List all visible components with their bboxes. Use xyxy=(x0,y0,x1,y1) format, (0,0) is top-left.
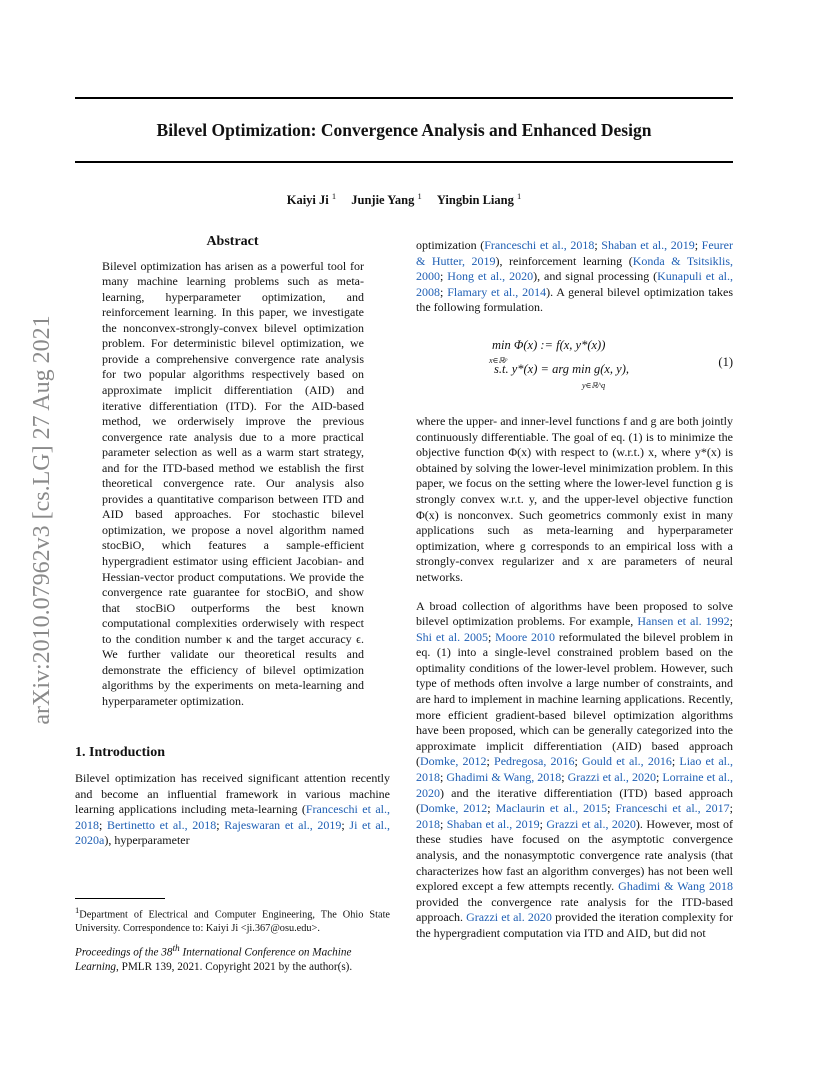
citation-link[interactable]: Ji et al., 2020a xyxy=(75,817,391,848)
citation-link[interactable]: Konda & Tsitsiklis, 2000 xyxy=(416,253,734,284)
citation-link[interactable]: Gould et al., 2016 xyxy=(582,754,672,769)
citation-link[interactable]: Liao et al., 2018 xyxy=(416,754,734,785)
citation-link[interactable]: Shi et al. 2005 xyxy=(416,629,488,644)
citation-link[interactable]: Franceschi et al., 2018 xyxy=(484,238,595,252)
abstract-heading: Abstract xyxy=(206,234,259,249)
paragraph: optimization (Franceschi et al., 2018; Shaban et al., 2019; Feurer & Hutter, 2019), reinforcement learning (Konda & Tsitsiklis, 2000; Hong et al., 2020), and signal processing (Kunapuli et al., 2008; Flamary et al., 2014). A general bilevel optimization takes the following formulation. xyxy=(416,238,734,315)
citation-link[interactable]: Kunapuli et al., 2008 xyxy=(416,269,733,299)
abstract-text: Bilevel optimization has arisen as a powerful tool for many machine learning problems such as meta-learning, hyperparameter optimization, and reinforcement learning. In this paper, we investigate the nonconvex-strongly-convex bilevel optimization problem. For deterministic bilevel optimization, we provide a comprehensive convergence rate analysis for two popular algorithms respectively based on approximate implicit differentiation (AID) and iterative differentiation (ITD). For the AID-based method, we orderwisely improve the previous convergence rate analysis due to a more practical parameter selection as well as a warm start strategy, and for the ITD-based method we establish the first theoretical convergence rate. Our analysis also provides a quantitative comparison between ITD and AID based approaches. For stochastic bilevel optimization, we propose a novel algorithm named stocBiO, which features a sample-efficient hypergradient estimator using efficient Jacobian- and Hessian-vector product computations. We provide the convergence rate guarantee for stocBiO, and show that stocBiO outperforms the best known computational complexities orderwisely with respect to the condition number κ and the target accuracy ϵ. We further validate our theoretical results and demonstrate the efficiency of bilevel optimization algorithms by the experiments on meta-learning and hyperparameter optimization. xyxy=(102,258,364,708)
citation-link[interactable]: Pedregosa, 2016 xyxy=(494,754,575,769)
proceedings-notice: Proceedings of the 38th International Conference on Machine Learning, PMLR 139, 2021. Copyright 2021 by the author(s). xyxy=(75,944,353,974)
affiliation-footnote: $^1$Department of Electrical and Computer Engineering, The Ohio State University. Correspondence to: Kaiyi Ji <ji.367@osu.edu>. xyxy=(75,905,390,934)
author: Yingbin Liang $^1$ xyxy=(436,191,522,208)
citation-link[interactable]: Hansen et al. 1992 xyxy=(637,614,730,629)
footnote-rule xyxy=(75,898,165,899)
citation-link[interactable]: Rajeswaran et al., 2019 xyxy=(224,817,342,832)
title-rule-top xyxy=(75,97,733,99)
citation-link[interactable]: Hong et al., 2020 xyxy=(447,269,534,284)
citation-link[interactable]: Shaban et al., 2019 xyxy=(601,238,695,252)
citation-link[interactable]: Franceschi et al., 2017 xyxy=(615,801,730,816)
citation-link[interactable]: 2018 xyxy=(416,816,440,831)
paragraph: where the upper- and inner-level functions f and g are both jointly continuously differentiable. The goal of eq. (1) is to minimize the objective function Φ(x) with respect to (w.r.t.) x, where y*(x) is obtained by solving the lower-level minimization problem. In this paper, we focus on the setting where the lower-level function g is strongly convex w.r.t. y, and the upper-level objective function Φ(x) is nonconvex. Such geometrics commonly exist in many applications such as meta-learning and hyperparameter optimization, where g corresponds to an empirical loss with a strongly-convex regularizer and x are parameters of neural networks. xyxy=(416,413,733,584)
section-heading-introduction: 1. Introduction xyxy=(75,745,165,761)
citation-link[interactable]: Grazzi et al., 2020 xyxy=(546,816,636,831)
equation-number: (1) xyxy=(718,354,733,369)
citation-link[interactable]: Shaban et al., 2019 xyxy=(446,816,540,831)
author-list xyxy=(75,191,733,208)
arxiv-stamp: arXiv:2010.07962v3 [cs.LG] 27 Aug 2021 xyxy=(29,315,55,725)
citation-link[interactable]: Grazzi et al. 2020 xyxy=(466,910,552,925)
citation-link[interactable]: Ghadimi & Wang 2018 xyxy=(618,879,733,894)
paper-title: Bilevel Optimization: Convergence Analysis and Enhanced Design xyxy=(156,120,652,140)
right-column xyxy=(416,238,733,942)
citation-link[interactable]: Feurer & Hutter, 2019 xyxy=(416,238,733,268)
equation-subscript: y∈ℝ^q xyxy=(582,380,606,390)
citation-link[interactable]: Lorraine et al., 2020 xyxy=(416,770,733,800)
equation-subscript: x∈ℝᵖ xyxy=(489,355,508,365)
citation-link[interactable]: Domke, 2012 xyxy=(420,754,487,769)
equation-1 xyxy=(416,332,733,396)
citation-link[interactable]: Bertinetto et al., 2018 xyxy=(106,817,217,832)
author: Junjie Yang $^1$ xyxy=(351,191,422,208)
citation-link[interactable]: Flamary et al., 2014 xyxy=(447,284,547,299)
paragraph: A broad collection of algorithms have been proposed to solve bilevel optimization problems. For example, Hansen et al. 1992; Shi et al. 2005; Moore 2010 reformulated the bilevel problem in eq. (1) into a single-level constrained problem based on the optimality conditions of the lower-level problem. However, such type of methods often involve a large number of constraints, and are hard to implement in machine learning applications. Recently, more efficient gradient-based bilevel optimization algorithms have been proposed, which can be generally categorized into the approximate implicit differentiation (AID) based approach (Domke, 2012; Pedregosa, 2016; Gould et al., 2016; Liao et al., 2018; Ghadimi & Wang, 2018; Grazzi et al., 2020; Lorraine et al., 2020) and the iterative differentiation (ITD) based approach (Domke, 2012; Maclaurin et al., 2015; Franceschi et al., 2017; 2018; Shaban et al., 2019; Grazzi et al., 2020). However, most of these studies have focused on the asymptotic convergence analysis, and the nonasymptotic convergence rate analysis (that characterizes how fast an algorithm converges) has not been well explored except a few attempts recently. Ghadimi & Wang 2018 provided the convergence rate analysis for the ITD-based approach. Grazzi et al. 2020 provided the iteration complexity for the hypergradient computation via ITD and AID, but did not xyxy=(416,598,734,940)
citation-link[interactable]: Moore 2010 xyxy=(495,629,556,644)
author: Kaiyi Ji $^1$ xyxy=(286,191,337,208)
citation-link[interactable]: Franceschi et al., 2018 xyxy=(75,802,390,832)
equation-constraint: s.t. y*(x) = arg min g(x, y), xyxy=(494,361,630,376)
intro-paragraph: Bilevel optimization has received significant attention recently and become an influential framework in various machine learning applications including meta-learning (Franceschi et al., 2018; Bertinetto et al., 2018; Rajeswaran et al., 2019; Ji et al., 2020a), hyperparameter xyxy=(75,771,391,848)
citation-link[interactable]: Grazzi et al., 2020 xyxy=(567,770,656,785)
citation-link[interactable]: Domke, 2012 xyxy=(420,801,488,816)
equation-objective: min Φ(x) := f(x, y*(x)) xyxy=(492,337,606,352)
citation-link[interactable]: Maclaurin et al., 2015 xyxy=(495,801,608,816)
left-column xyxy=(75,234,390,849)
title-rule-bottom xyxy=(75,161,733,163)
citation-link[interactable]: Ghadimi & Wang, 2018 xyxy=(446,770,562,785)
